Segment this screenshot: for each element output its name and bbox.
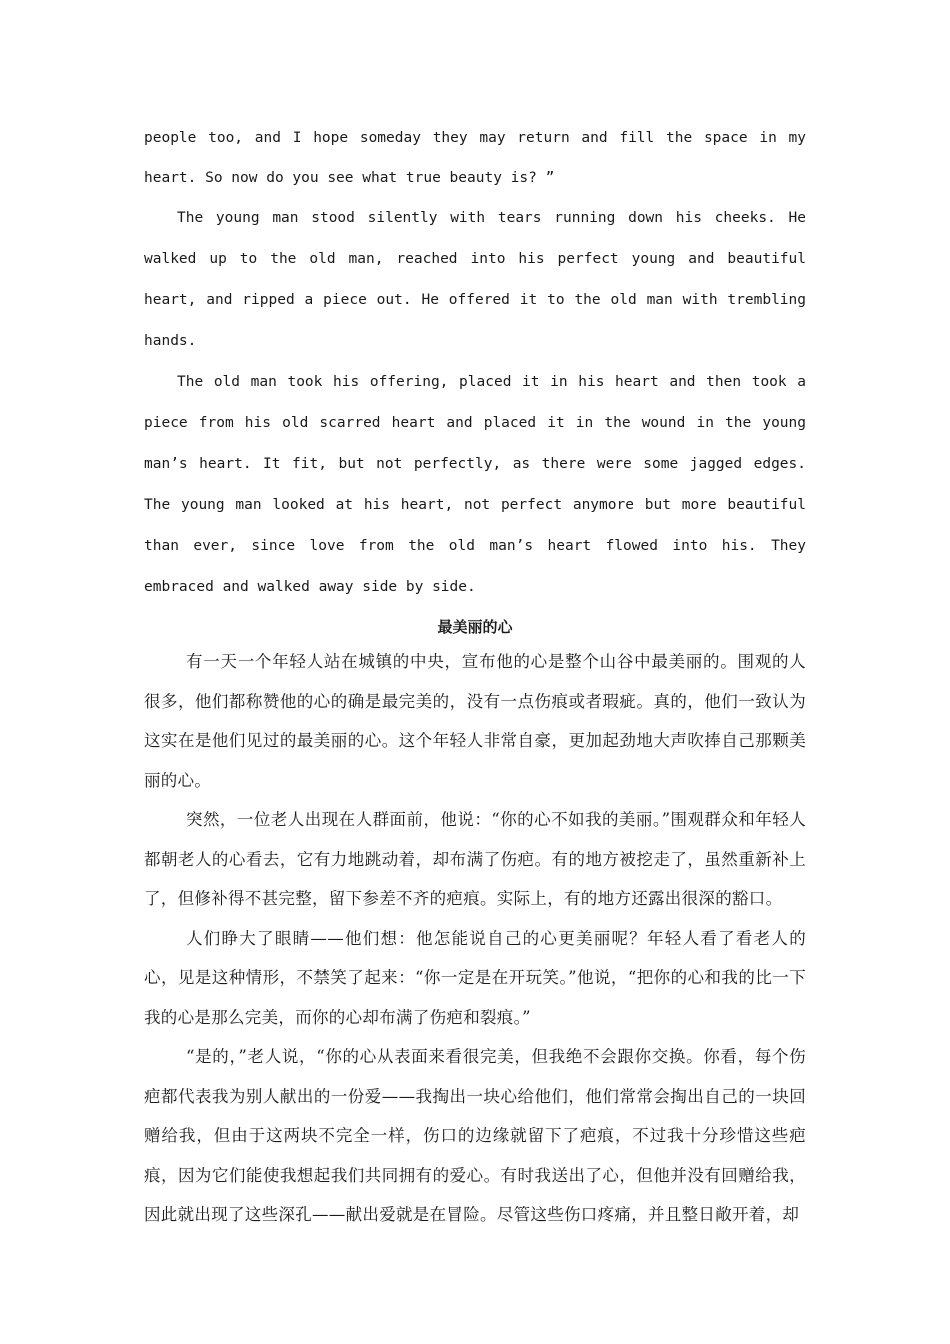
document-body xyxy=(144,118,806,1235)
english-paragraph-3: The old man took his offering, placed it in his heart and then took a piece from his old scarred heart and placed it in the wound in the young man’s heart. It fit, but not perfectly, as there were some jagged edges. The young man looked at his heart, not perfect anymore but more beautiful than ever, since love from the old man’s heart flowed into his. They embraced and walked away side by side. xyxy=(144,374,806,595)
chinese-paragraph-3: 人们睁大了眼睛——他们想：他怎能说自己的心更美丽呢？年轻人看了看老人的心，见是这种情形，不禁笑了起来：“你一定是在开玩笑。”他说，“把你的心和我的比一下我的心是那么完美，而你的心却布满了伤疤和裂痕。” xyxy=(144,928,806,1027)
english-paragraph-2: The young man stood silently with tears running down his cheeks. He walked up to the old man, reached into his perfect young and beautiful heart, and ripped a piece out. He offered it to the old man with trembling hands. xyxy=(144,210,806,349)
chinese-title: 最美丽的心 xyxy=(437,618,513,636)
chinese-paragraph-2: 突然，一位老人出现在人群面前，他说：“你的心不如我的美丽。”围观群众和年轻人都朝老人的心看去，它有力地跳动着，却布满了伤疤。有的地方被挖走了，虽然重新补上了，但修补得不甚完整，留下参差不齐的疤痕。实际上，有的地方还露出很深的豁口。 xyxy=(144,810,806,908)
chinese-paragraph-4: “是的，”老人说，“你的心从表面来看很完美，但我绝不会跟你交换。你看，每个伤疤都代表我为别人献出的一份爱——我掏出一块心给他们，他们常常会掏出自己的一块回赠给我，但由于这两块不完全一样，伤口的边缘就留下了疤痕，不过我十分珍惜这些疤痕，因为它们能使我想起我们共同拥有的爱心。有时我送出了心，但他并没有回赠给我，因此就出现了这些深孔——献出爱就是在冒险。尽管这些伤口疼痛，并且整日敞开着，却 xyxy=(144,1047,806,1224)
chinese-paragraph-1: 有一天一个年轻人站在城镇的中央，宣布他的心是整个山谷中最美丽的。围观的人很多，他们都称赞他的心的确是最完美的，没有一点伤痕或者瑕疵。真的，他们一致认为这实在是他们见过的最美丽的心。这个年轻人非常自豪，更加起劲地大声吹捧自己那颗美丽的心。 xyxy=(144,652,806,790)
english-paragraph-1: people too, and I hope someday they may return and fill the space in my heart. So now do you see what true beauty is? ” xyxy=(144,130,806,186)
